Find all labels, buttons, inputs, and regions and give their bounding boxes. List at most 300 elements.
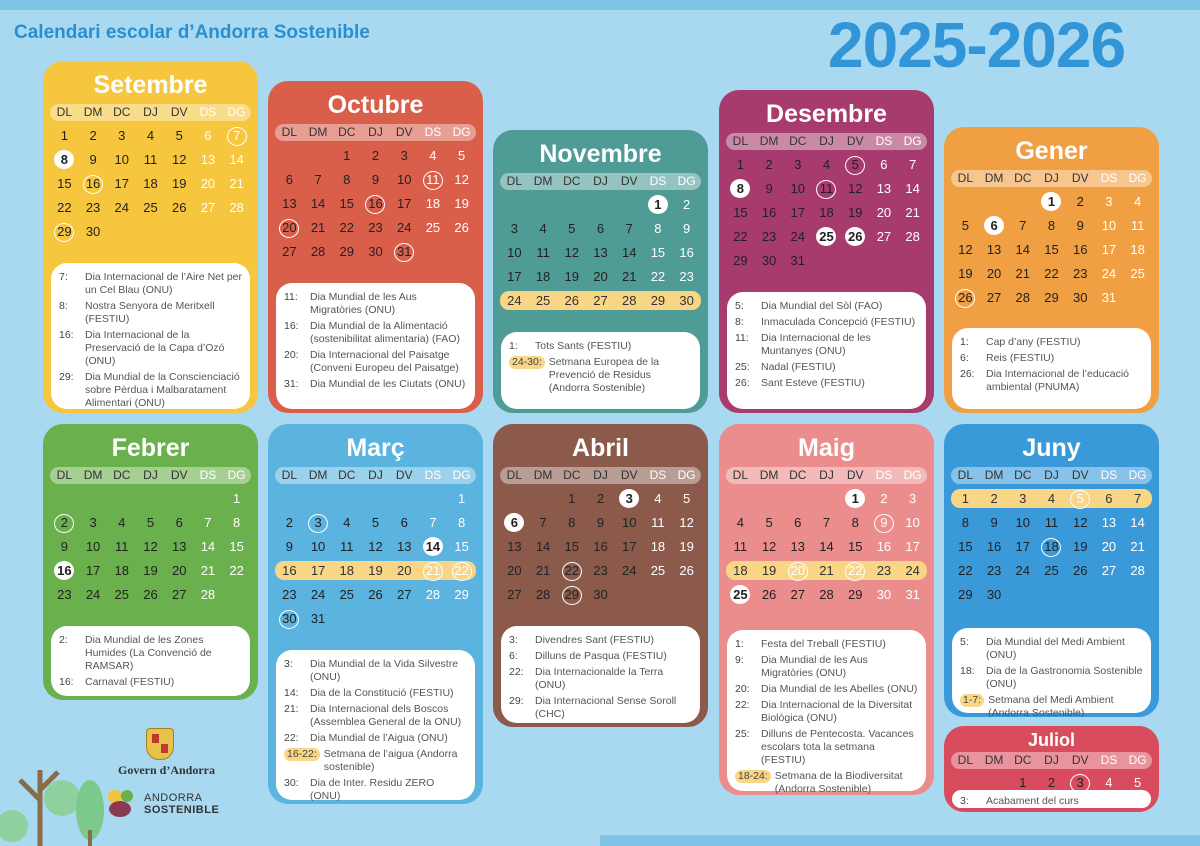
weekday-header — [951, 467, 1152, 484]
day-cell: 27 — [586, 291, 615, 310]
day-cell: 16 — [79, 174, 108, 193]
day-cell: 24 — [310, 587, 326, 602]
day-cell: 25 — [425, 220, 441, 235]
day-cell: 7 — [539, 515, 547, 530]
note-text: Setmana de la Biodiversitat (Andorra Sostenible) — [774, 770, 903, 795]
weekday-label: DL — [957, 171, 974, 185]
weekday-label: DV — [620, 174, 638, 188]
weekday-label: DV — [1071, 753, 1089, 767]
day-cell: 10 — [114, 152, 130, 167]
day-cell: 25 — [339, 587, 355, 602]
note-date: 18: — [960, 665, 975, 677]
note-text: Dia Mundial de l’Aigua (ONU) — [310, 732, 448, 744]
note-date: 1: — [960, 336, 969, 348]
day-cell: 23 — [761, 229, 777, 244]
note-text: Sant Esteve (FESTIU) — [761, 377, 865, 389]
weekday-label: DC — [1014, 753, 1032, 767]
day-cell: 25 — [143, 200, 158, 215]
note-text: Acabament del curs — [986, 795, 1079, 807]
day-cell: 2 — [880, 491, 888, 506]
day-grid — [951, 192, 1152, 307]
weekday-label: DL — [281, 125, 298, 139]
month-title: Gener — [1015, 137, 1088, 165]
day-cell: 6 — [880, 157, 888, 172]
day-cell: 28 — [1015, 290, 1031, 305]
day-cell: 22 — [841, 561, 870, 580]
month-card-gener — [944, 127, 1159, 413]
weekday-label: DJ — [819, 468, 834, 482]
weekday-label: DM — [984, 171, 1004, 185]
month-card-abril — [493, 424, 708, 727]
note-date: 20: — [284, 349, 299, 361]
note-date: 3: — [960, 795, 969, 807]
notes-panel — [276, 283, 475, 409]
note-text: Inmaculada Concepció (FESTIU) — [761, 316, 916, 328]
weekday-label: DG — [452, 125, 471, 139]
weekday-label: DC — [789, 468, 807, 482]
weekday-label: DL — [957, 753, 974, 767]
govern-logo-label: Govern d’Andorra — [118, 763, 215, 777]
day-cell: 2 — [371, 148, 380, 163]
day-cell: 9 — [870, 513, 899, 532]
day-cell: 2 — [683, 197, 691, 212]
note-text: Nadal (FESTIU) — [761, 361, 836, 373]
day-cell: 22 — [447, 561, 476, 580]
weekday-label: DM — [533, 174, 553, 188]
weekday-label: DC — [789, 134, 807, 148]
day-cell: 8 — [726, 179, 755, 198]
day-cell: 19 — [755, 561, 784, 580]
day-cell: 5 — [175, 128, 183, 143]
day-cell: 21 — [419, 561, 448, 580]
weekday-label: DJ — [368, 468, 383, 482]
day-cell: 12 — [761, 539, 777, 554]
weekday-label: DG — [227, 468, 246, 482]
note-text: Dia de Inter. Residu ZERO (ONU) — [310, 777, 435, 802]
day-cell: 7 — [1123, 489, 1152, 508]
note-item — [59, 634, 242, 673]
note-date: 22: — [509, 666, 524, 678]
month-card-octubre — [268, 81, 483, 413]
day-cell: 1 — [951, 489, 980, 508]
note-date: 25: — [735, 361, 750, 373]
day-cell: 5 — [1066, 489, 1095, 508]
day-cell: 3 — [304, 513, 333, 532]
weekday-label: DJ — [143, 468, 158, 482]
day-cell: 2 — [765, 157, 773, 172]
weekday-label: DM — [759, 468, 779, 482]
day-cell: 23 — [57, 587, 72, 602]
day-cell: 22 — [958, 563, 973, 578]
day-grid — [726, 489, 927, 604]
month-card-juny — [944, 424, 1159, 717]
note-text: Dia Mundial de la Conscienciació sobre Pèrdua i Malbaratament Alimentari (ONU) — [85, 371, 240, 409]
notes-panel — [51, 263, 250, 409]
note-item — [735, 316, 918, 329]
day-cell: 12 — [1072, 515, 1088, 530]
day-cell: 13 — [171, 539, 187, 554]
weekday-label: DG — [903, 134, 922, 148]
day-cell: 11 — [536, 245, 550, 260]
day-cell: 17 — [507, 269, 522, 284]
note-text: Dia Mundial de la Alimentació (sostenibilitat alimentaria) (FAO) — [310, 320, 460, 345]
andorra-logo-label: ANDORRA — [144, 792, 203, 804]
weekday-label: DS — [424, 468, 442, 482]
weekday-label: DL — [957, 468, 974, 482]
andorra-coat-of-arms-icon — [146, 728, 174, 760]
note-item — [960, 636, 1143, 662]
day-cell: 3 — [510, 221, 518, 236]
day-cell: 18 — [819, 205, 834, 220]
day-cell: 24 — [790, 229, 806, 244]
day-grid — [275, 146, 476, 261]
month-title: Octubre — [327, 91, 424, 119]
day-cell: 21 — [310, 220, 326, 235]
note-item — [735, 699, 918, 725]
day-cell: 3 — [400, 148, 408, 163]
day-cell: 24 — [85, 587, 101, 602]
day-cell: 14 — [819, 539, 834, 554]
note-item — [960, 336, 1143, 349]
day-cell: 2 — [89, 128, 97, 143]
day-cell: 7 — [1019, 218, 1027, 233]
note-date: 29: — [509, 695, 524, 707]
note-date: 29: — [59, 371, 74, 383]
note-text: Dia Internacional del Paisatge (Conveni Europeu del Paisatge) — [310, 349, 459, 374]
day-cell: 5 — [683, 491, 691, 506]
note-date: 20: — [735, 683, 750, 695]
day-cell: 16 — [361, 194, 390, 213]
day-cell: 12 — [564, 245, 580, 260]
weekday-label: DL — [732, 468, 749, 482]
day-cell: 28 — [615, 291, 644, 310]
day-cell: 11 — [340, 539, 354, 554]
day-cell: 21 — [1130, 539, 1145, 554]
day-cell: 19 — [958, 266, 973, 281]
day-cell: 11 — [1130, 218, 1145, 233]
day-cell: 1 — [458, 491, 466, 506]
day-cell: 1 — [1019, 775, 1027, 790]
day-cell: 15 — [847, 539, 863, 554]
day-cell: 2 — [596, 491, 605, 506]
day-cell: 10 — [507, 245, 522, 260]
day-cell: 31 — [390, 242, 419, 261]
note-item — [509, 695, 692, 721]
note-item — [509, 666, 692, 692]
day-cell: 20 — [507, 563, 522, 578]
day-cell: 10 — [621, 515, 637, 530]
note-date: 22: — [735, 699, 750, 711]
day-cell: 30 — [593, 587, 608, 602]
day-cell: 19 — [143, 563, 158, 578]
day-cell: 4 — [1037, 489, 1066, 508]
day-cell: 26 — [557, 291, 586, 310]
note-item — [284, 703, 467, 729]
day-cell: 4 — [118, 515, 126, 530]
day-cell: 16 — [50, 561, 79, 580]
day-cell: 1 — [233, 491, 241, 506]
day-cell: 3 — [1008, 489, 1037, 508]
notes-panel — [952, 328, 1151, 409]
day-cell: 10 — [905, 515, 920, 530]
day-grid — [275, 489, 476, 628]
month-title: Març — [346, 434, 405, 462]
day-cell: 15 — [564, 539, 580, 554]
note-text: Dia Mundial de les Aus Migratòries (ONU) — [310, 291, 417, 316]
day-cell: 11 — [733, 539, 748, 554]
day-cell: 30 — [275, 609, 304, 628]
day-cell: 2 — [980, 489, 1009, 508]
day-cell: 20 — [1101, 539, 1117, 554]
day-cell: 13 — [507, 539, 522, 554]
weekday-label: DV — [846, 134, 864, 148]
weekday-label: DL — [506, 174, 523, 188]
weekday-label: DG — [452, 468, 471, 482]
month-title: Abril — [572, 434, 629, 462]
note-text: Setmana de l’aigua (Andorra sostenible) — [323, 748, 458, 773]
day-cell: 28 — [425, 587, 441, 602]
note-item — [59, 371, 242, 410]
weekday-label: DJ — [143, 105, 158, 119]
weekday-label: DC — [113, 105, 131, 119]
day-cell: 21 — [621, 269, 637, 284]
day-cell: 9 — [683, 221, 691, 236]
day-cell: 18 — [535, 269, 551, 284]
day-cell: 17 — [304, 561, 333, 580]
weekday-label: DV — [846, 468, 864, 482]
note-text: Dia Mundial de les Aus Migratòries (ONU) — [761, 654, 868, 679]
day-cell: 20 — [593, 269, 608, 284]
note-item — [735, 654, 918, 680]
day-cell: 15 — [454, 539, 469, 554]
day-cell: 19 — [564, 269, 580, 284]
weekday-label: DM — [83, 468, 103, 482]
month-title: Maig — [798, 434, 855, 462]
day-cell: 24 — [114, 200, 130, 215]
day-cell: 5 — [765, 515, 773, 530]
day-cell: 27 — [986, 290, 1002, 305]
note-text: Dia Mundial de les Zones Humides (La Convenció de RAMSAR) — [85, 634, 212, 672]
weekday-label: DM — [83, 105, 103, 119]
day-cell: 10 — [310, 539, 326, 554]
day-cell: 8 — [961, 515, 969, 530]
note-item — [284, 777, 467, 803]
note-text: Dia Mundial del Medi Ambient (ONU) — [986, 636, 1125, 661]
note-item — [735, 638, 918, 651]
day-cell: 5 — [458, 148, 466, 163]
note-item — [960, 352, 1143, 365]
day-cell: 18 — [726, 561, 755, 580]
weekday-label: DM — [308, 468, 328, 482]
day-cell: 15 — [57, 176, 72, 191]
weekday-header — [951, 170, 1152, 187]
day-cell: 14 — [535, 539, 551, 554]
day-cell: 25 — [812, 227, 841, 246]
day-cell: 1 — [841, 489, 870, 508]
day-cell: 21 — [535, 563, 551, 578]
day-cell: 22 — [339, 220, 355, 235]
day-cell: 15 — [958, 539, 973, 554]
day-cell: 27 — [507, 587, 522, 602]
day-cell: 6 — [794, 515, 802, 530]
note-text: Festa del Treball (FESTIU) — [761, 638, 886, 650]
day-cell: 3 — [1105, 194, 1113, 209]
note-date: 8: — [59, 300, 68, 312]
weekday-label: DV — [395, 468, 413, 482]
month-title: Desembre — [766, 100, 887, 128]
day-cell: 21 — [229, 176, 244, 191]
weekday-label: DS — [875, 134, 893, 148]
day-cell: 4 — [1105, 775, 1113, 790]
note-date: 16-22: — [284, 748, 320, 761]
day-cell: 4 — [146, 128, 155, 143]
notes-panel — [501, 626, 700, 723]
day-cell: 21 — [1015, 266, 1031, 281]
day-cell: 15 — [650, 245, 666, 260]
day-cell: 27 — [790, 587, 806, 602]
note-item — [735, 300, 918, 313]
notes-panel — [952, 628, 1151, 717]
day-grid — [50, 126, 251, 241]
weekday-header — [500, 173, 701, 190]
day-cell: 6 — [596, 221, 605, 236]
weekday-label: DM — [984, 468, 1004, 482]
note-date: 7: — [59, 271, 68, 283]
weekday-label: DC — [113, 468, 131, 482]
note-date: 16: — [284, 320, 299, 332]
note-text: Dia Internacional de l’educació ambiental (PNUMA) — [986, 368, 1130, 393]
weekday-label: DV — [170, 105, 188, 119]
month-title: Novembre — [539, 140, 662, 168]
weekday-label: DS — [1100, 171, 1118, 185]
day-cell: 23 — [368, 220, 383, 235]
day-cell: 17 — [790, 205, 806, 220]
day-cell: 1 — [1037, 192, 1066, 211]
day-cell: 20 — [171, 563, 187, 578]
day-cell: 3 — [118, 128, 126, 143]
note-text: Dia Mundial del Sòl (FAO) — [761, 300, 883, 312]
day-cell: 17 — [621, 539, 637, 554]
day-cell: 27 — [876, 229, 892, 244]
day-cell: 29 — [339, 244, 355, 259]
weekday-label: DL — [56, 105, 73, 119]
note-date: 25: — [735, 728, 750, 740]
day-cell: 6 — [1095, 489, 1124, 508]
day-cell: 7 — [909, 157, 917, 172]
weekday-header — [500, 467, 701, 484]
weekday-label: DC — [1014, 468, 1032, 482]
day-cell: 22 — [733, 229, 748, 244]
weekday-label: DM — [759, 134, 779, 148]
note-item — [284, 320, 467, 346]
month-card-desembre — [719, 90, 934, 413]
day-cell: 9 — [60, 539, 68, 554]
note-date: 21: — [284, 703, 299, 715]
day-cell: 16 — [679, 245, 694, 260]
day-cell: 8 — [50, 150, 79, 169]
day-cell: 17 — [114, 176, 130, 191]
day-cell: 26 — [143, 587, 158, 602]
day-cell: 11 — [143, 152, 158, 167]
day-cell: 8 — [1047, 218, 1056, 233]
day-cell: 21 — [905, 205, 920, 220]
weekday-label: DC — [338, 125, 356, 139]
notes-panel — [727, 630, 926, 795]
month-card-setembre — [43, 61, 258, 413]
trees-illustration — [0, 730, 120, 846]
day-cell: 24 — [500, 291, 529, 310]
note-text: Setmana del Medi Ambient (Andorra Sostenible) — [988, 694, 1114, 717]
notes-panel — [952, 790, 1151, 808]
day-grid — [726, 155, 927, 270]
day-cell: 17 — [905, 539, 920, 554]
day-cell: 12 — [679, 515, 694, 530]
day-cell: 24 — [396, 220, 412, 235]
day-cell: 8 — [654, 221, 662, 236]
note-text: Divendres Sant (FESTIU) — [535, 634, 655, 646]
day-cell: 18 — [1037, 537, 1066, 556]
day-cell: 10 — [790, 181, 806, 196]
note-item — [960, 665, 1143, 691]
weekday-label: DC — [563, 174, 581, 188]
day-cell: 9 — [596, 515, 605, 530]
note-text: Tots Sants (FESTIU) — [535, 340, 632, 352]
note-item — [59, 300, 242, 326]
weekday-label: DS — [1100, 468, 1118, 482]
note-item — [735, 728, 918, 767]
day-cell: 31 — [790, 253, 806, 268]
day-cell: 2 — [1076, 194, 1084, 209]
note-date: 30: — [284, 777, 299, 789]
day-cell: 17 — [85, 563, 101, 578]
note-text: Dia Mundial de les Ciutats (ONU) — [310, 378, 466, 390]
day-cell: 25 — [1044, 563, 1059, 578]
day-cell: 14 — [229, 152, 244, 167]
day-cell: 14 — [200, 539, 216, 554]
day-cell: 19 — [361, 561, 390, 580]
day-cell: 8 — [458, 515, 466, 530]
note-item — [509, 340, 692, 353]
note-item — [59, 676, 242, 689]
day-cell: 8 — [343, 172, 351, 187]
day-cell: 18 — [114, 563, 130, 578]
weekday-label: DS — [649, 174, 667, 188]
day-cell: 9 — [371, 172, 380, 187]
day-cell: 9 — [1076, 218, 1084, 233]
day-cell: 13 — [986, 242, 1002, 257]
day-grid — [500, 489, 701, 604]
notes-panel — [276, 650, 475, 800]
note-item — [59, 271, 242, 297]
day-cell: 14 — [419, 537, 448, 556]
day-cell: 1 — [644, 195, 673, 214]
day-cell: 16 — [593, 539, 608, 554]
day-cell: 4 — [822, 157, 831, 172]
note-text: Dia Internacionalde la Terra (ONU) — [535, 666, 664, 691]
weekday-label: DL — [506, 468, 523, 482]
note-text: Dilluns de Pasqua (FESTIU) — [535, 650, 667, 662]
note-date: 9: — [735, 654, 744, 666]
weekday-label: DG — [1128, 468, 1147, 482]
note-date: 26: — [960, 368, 975, 380]
day-cell: 5 — [841, 155, 870, 174]
day-cell: 26 — [761, 587, 777, 602]
day-cell: 22 — [57, 200, 72, 215]
weekday-label: DJ — [1044, 753, 1059, 767]
notes-panel — [501, 332, 700, 409]
day-cell: 6 — [980, 216, 1009, 235]
day-cell: 26 — [841, 227, 870, 246]
